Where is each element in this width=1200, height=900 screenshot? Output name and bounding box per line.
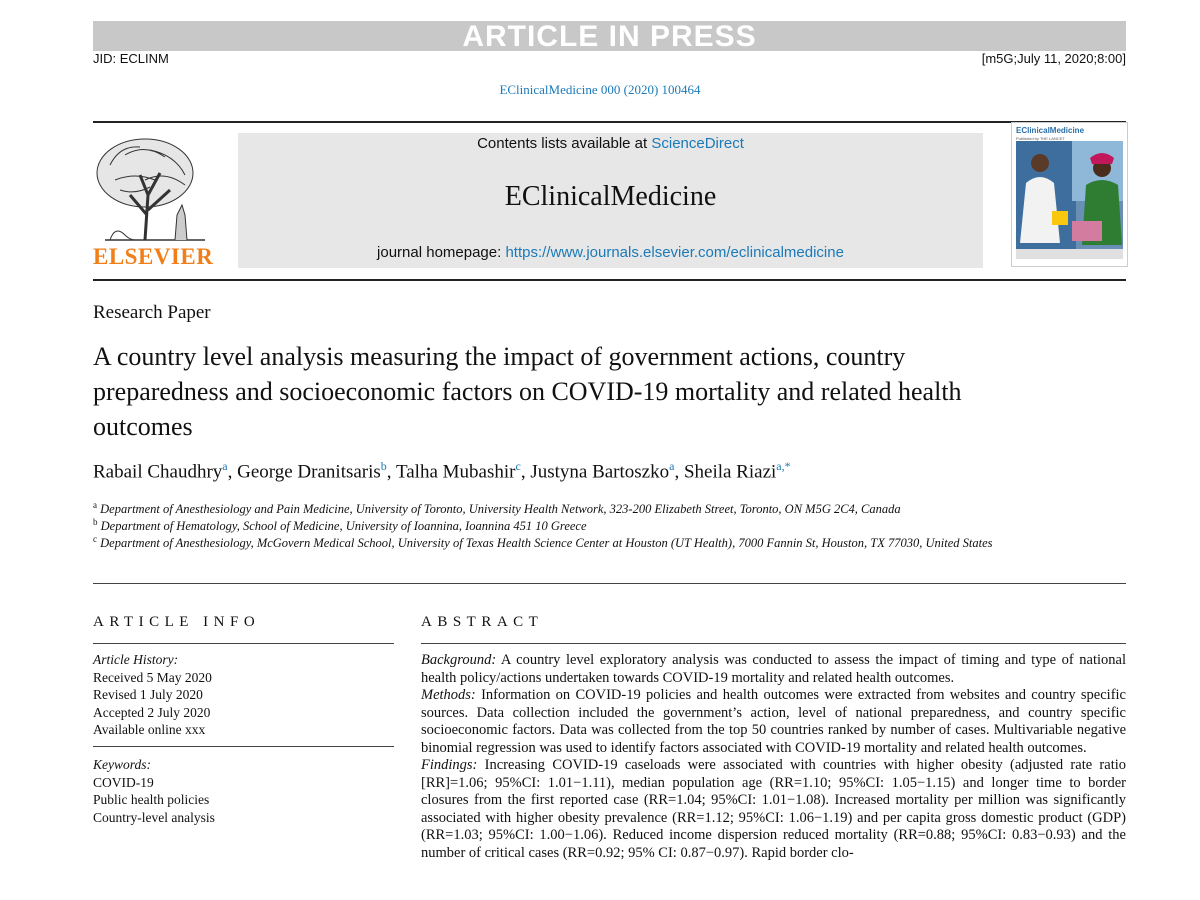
accepted-date: Accepted 2 July 2020: [93, 704, 211, 720]
contents-prefix: Contents lists available at: [477, 135, 648, 152]
author-affil-sup[interactable]: a: [222, 459, 228, 473]
affiliation-text: Department of Anesthesiology, McGovern Medical School, University of Texas Health Science Center at Houston (UT Health), 7000 Fannin St, Houston, TX 77030, United States: [100, 536, 993, 551]
author-name[interactable]: Talha Mubashir: [395, 461, 516, 483]
keywords: [93, 756, 215, 826]
abstract-rule: [421, 643, 1126, 644]
homepage-line: [238, 244, 983, 261]
keyword: COVID-19: [93, 774, 154, 790]
author-name[interactable]: Rabail Chaudhry: [93, 461, 223, 483]
cover-title: EClinicalMedicine: [1016, 126, 1085, 135]
journal-name: EClinicalMedicine: [504, 181, 717, 212]
methods-label: Methods:: [421, 687, 476, 703]
keywords-rule: [93, 746, 394, 747]
keyword: Country-level analysis: [93, 809, 215, 825]
article-info-rule: [93, 643, 394, 644]
author-list: Rabail Chaudhry$^a$, George Dranitsaris$^b$, Talha Mubashir$^c$, Justyna Bartoszko$^a$, Sheila Riazi$^{a,*}$: [93, 459, 791, 483]
affiliation: [93, 531, 1013, 552]
abstract-heading: ABSTRACT: [421, 614, 544, 630]
affiliation-text: Department of Hematology, School of Medicine, University of Ioannina, Ioannina 451 10 Greece: [100, 519, 587, 534]
section-divider: [93, 583, 1126, 584]
findings-text: Increasing COVID-19 caseloads were associated with countries with higher obesity (adjusted rate ratio [RR]=1.06; 95%CI: 1.01−1.11), median population age (RR=1.10; 95%CI: 1.05−1.15) and longer time to border closures from the first reported case (RR=1.04; 95%CI: 1.01−1.08). Increased mortality per million was significantly associated with higher obesity prevalence (RR=1.12; 95%CI: 1.06−1.19) and per capita gross domestic product (GDP) (RR=1.03; 95%CI: 1.00−1.06). Reduced income dispersion reduced mortality (RR=0.88; 95%CI: 0.83−0.93) and the number of critical cases (RR=0.92; 95% CI: 0.87−0.97). Rapid border clo-: [421, 757, 1126, 861]
history-label: Article History:: [93, 652, 179, 667]
author-name[interactable]: Justyna Bartoszko: [530, 461, 670, 483]
journal-cover-image: [1011, 122, 1128, 267]
abstract-body: [421, 652, 1126, 862]
author-affil-sup[interactable]: a: [669, 459, 675, 473]
affiliation-text: Department of Anesthesiology and Pain Medicine, University of Toronto, University Health Network, 323-200 Elizabeth Street, Toronto, ON M5G 2C4, Canada: [100, 502, 901, 517]
keyword: Public health policies: [93, 792, 210, 807]
online-date: Available online xxx: [93, 722, 206, 737]
jid-label: JID: ECLINM: [93, 51, 169, 66]
header-rule-bottom: [93, 279, 1126, 281]
document-type: Research Paper: [93, 302, 211, 323]
keywords-label: Keywords:: [93, 757, 151, 772]
cover-subtitle: Published by THE LANCET: [1016, 136, 1065, 141]
homepage-link[interactable]: https://www.journals.elsevier.com/eclinicalmedicine: [505, 244, 844, 261]
affiliation-sup: c: [93, 534, 97, 544]
affiliation-sup: a: [93, 500, 97, 510]
affiliation-sup: b: [93, 517, 98, 527]
author-affil-sup[interactable]: a,*: [776, 459, 791, 473]
author-name[interactable]: George Dranitsaris: [237, 461, 381, 483]
abstract-findings: [421, 757, 1126, 862]
article-info-heading: ARTICLE INFO: [93, 614, 261, 630]
received-date: Received 5 May 2020: [93, 669, 212, 685]
journal-reference[interactable]: EClinicalMedicine 000 (2020) 100464: [499, 82, 701, 97]
article-history: [93, 651, 212, 739]
article-title: A country level analysis measuring the impact of government actions, country preparedness and socioeconomic factors on COVID-19 mortality and related health outcomes: [93, 342, 962, 441]
findings-label: Findings:: [421, 757, 478, 773]
publisher-name: ELSEVIER: [93, 244, 214, 269]
author-affil-sup[interactable]: c: [515, 459, 521, 473]
revised-date: Revised 1 July 2020: [93, 687, 203, 702]
header-rule-top: [93, 121, 1126, 123]
methods-text: Information on COVID-19 policies and health outcomes were extracted from websites and country specific sources. Data collection included the government’s action, level of national preparedness, and country specific socioeconomic factors. Data was collected from the top 50 countries ranked by number of cases. Multivariable negative binomial regression was used to identify factors associated with COVID-19 mortality and related health outcomes.: [421, 687, 1126, 756]
background-label: Background:: [421, 652, 497, 668]
author-affil-sup[interactable]: b: [380, 459, 387, 473]
author-name[interactable]: Sheila Riazi: [683, 461, 777, 483]
homepage-prefix: journal homepage:: [377, 244, 502, 261]
version-info: [m5G;July 11, 2020;8:00]: [981, 51, 1126, 66]
sciencedirect-link[interactable]: ScienceDirect: [651, 135, 744, 152]
article-in-press-banner: ARTICLE IN PRESS: [93, 21, 1126, 51]
contents-line: [238, 135, 983, 152]
journal-header-box: [238, 133, 983, 268]
abstract-background: [421, 652, 1126, 687]
background-text: A country level exploratory analysis was conducted to assess the impact of timing and type of national health policy/actions undertaken towards COVID-19 mortality and related health outcomes.: [421, 652, 1126, 686]
abstract-methods: [421, 687, 1126, 757]
